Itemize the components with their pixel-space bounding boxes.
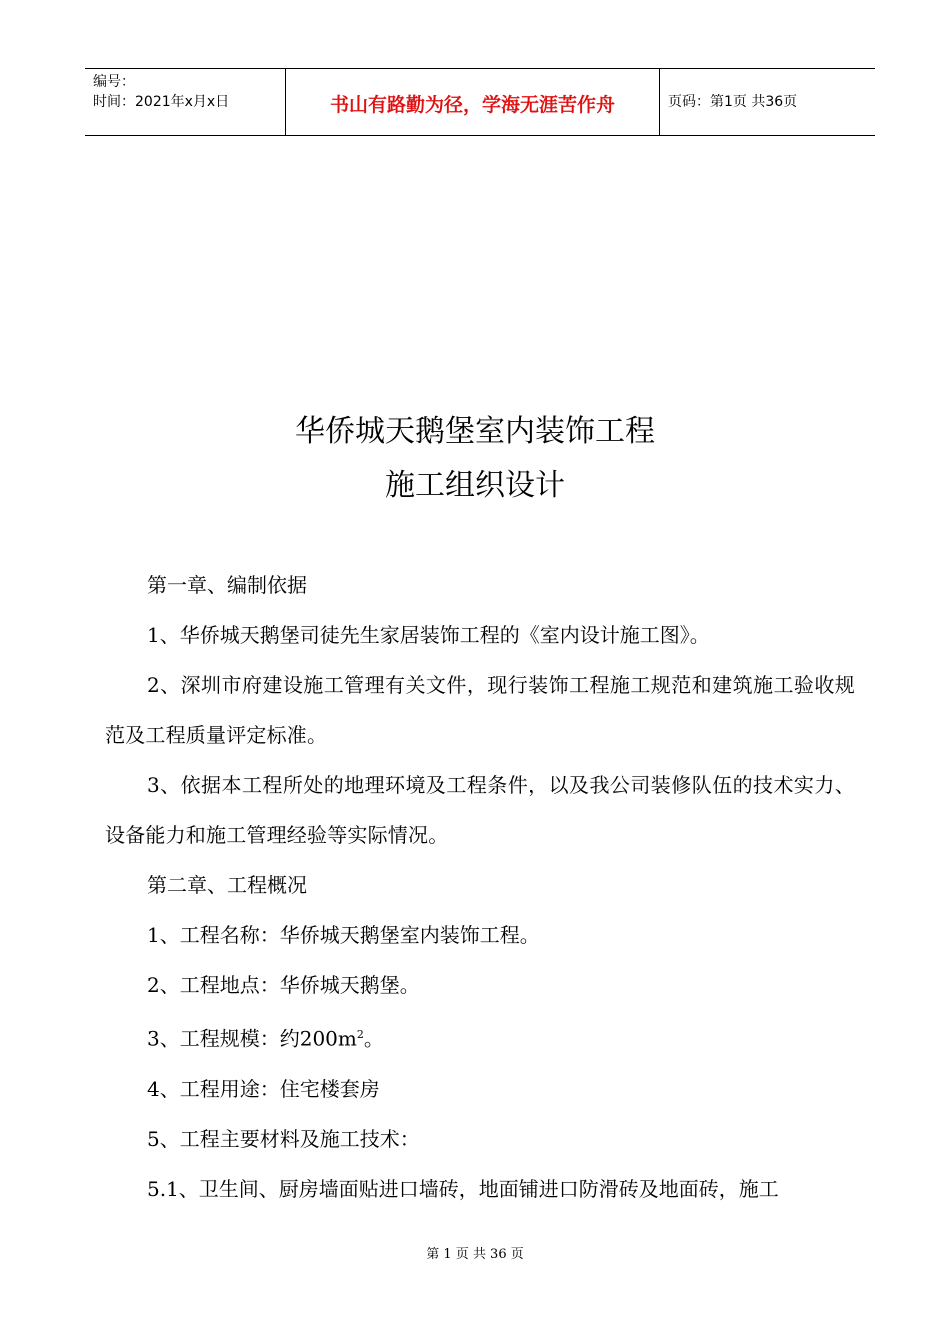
document-body — [105, 560, 855, 1214]
paragraph: 4、工程用途：住宅楼套房 — [147, 1076, 380, 1101]
paragraph: 3、依据本工程所处的地理环境及工程条件，以及我公司装修队伍的技术实力、设备能力和施工管理经验等实际情况。 — [105, 773, 855, 847]
page-header — [85, 68, 875, 136]
time-label: 时间：2021年x月x日 — [93, 94, 230, 110]
header-meta-cell — [85, 69, 286, 135]
chapter-heading: 第二章、工程概况 — [147, 873, 307, 897]
paragraph: 2、深圳市府建设施工管理有关文件，现行装饰工程施工规范和建筑施工验收规范及工程质量评定标准。 — [105, 673, 855, 747]
chapter-heading: 第一章、编制依据 — [147, 573, 307, 597]
paragraph: 2、工程地点：华侨城天鹅堡。 — [147, 973, 420, 997]
paragraph — [105, 1010, 855, 1064]
header-motto: 书山有路勤为径，学海无涯苦作舟 — [286, 69, 660, 135]
number-label: 编号： — [93, 74, 135, 90]
header-page-info: 页码：第1页 共36页 — [668, 94, 798, 110]
paragraph: 5.1、卫生间、厨房墙面贴进口墙砖，地面铺进口防滑砖及地面砖，施工 — [147, 1176, 779, 1201]
page-footer: 第 1 页 共 36 页 — [426, 1247, 524, 1262]
paragraph: 1、华侨城天鹅堡司徒先生家居装饰工程的《室内设计施工图》。 — [147, 623, 710, 647]
document-title: 华侨城天鹅堡室内装饰工程 — [295, 414, 655, 449]
document-subtitle: 施工组织设计 — [385, 468, 565, 503]
scale-text: 3、工程规模：约200m — [147, 1026, 357, 1051]
scale-end: 。 — [363, 1026, 384, 1051]
paragraph: 5、工程主要材料及施工技术： — [147, 1126, 420, 1151]
superscript-2: 2 — [356, 1028, 364, 1041]
paragraph: 1、工程名称：华侨城天鹅堡室内装饰工程。 — [147, 923, 540, 947]
